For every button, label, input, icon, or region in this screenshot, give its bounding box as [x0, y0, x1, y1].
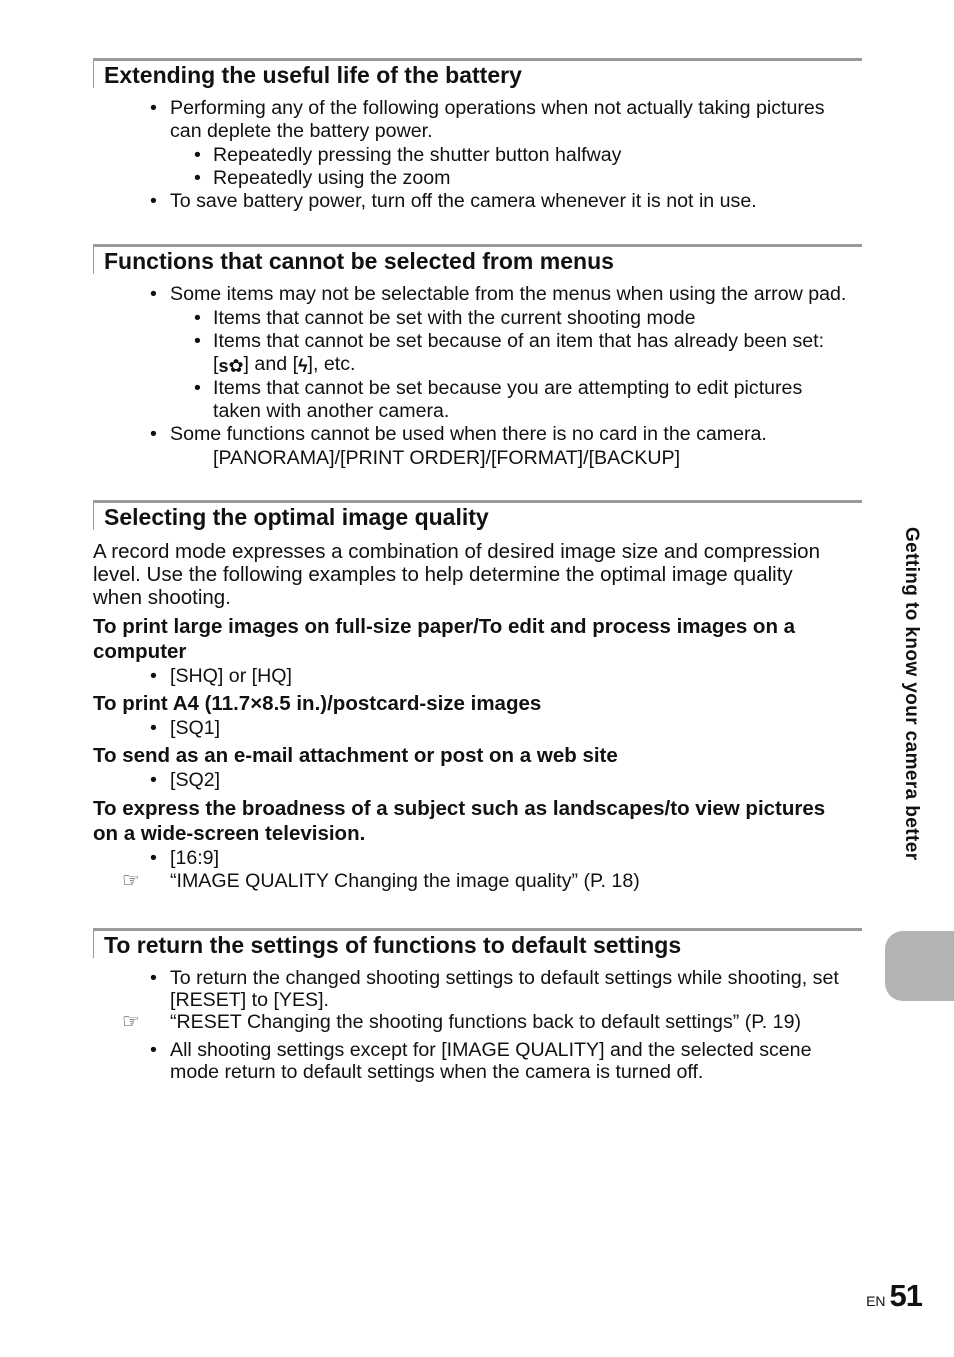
bullet: • — [150, 283, 157, 305]
body-line: All shooting settings except for [IMAGE QUALITY] and the selected scene — [170, 1039, 812, 1061]
body-line: [SQ2] — [170, 769, 221, 791]
subheading: To print large images on full-size paper/To edit and process images on a — [93, 615, 796, 638]
reference-icon: ☞ — [122, 1011, 140, 1033]
section-title: Extending the useful life of the battery — [104, 62, 522, 88]
bullet: • — [150, 847, 157, 869]
section-title: Functions that cannot be selected from menus — [104, 248, 614, 274]
bullet: • — [150, 665, 157, 687]
body-line: Items that cannot be set with the current shooting mode — [213, 307, 696, 329]
reference-icon: ☞ — [122, 870, 140, 892]
bullet: • — [150, 97, 157, 119]
chapter-side-label: Getting to know your camera better — [901, 527, 922, 861]
bullet: • — [194, 307, 201, 329]
flash-icon: ϟ — [298, 356, 308, 376]
reference-link[interactable]: “RESET Changing the shooting functions back to default settings” (P. 19) — [170, 1011, 801, 1033]
body-line: A record mode expresses a combination of desired image size and compression — [93, 540, 820, 563]
subheading: To print A4 (11.7×8.5 in.)/postcard-size images — [93, 692, 542, 715]
body-line: Some functions cannot be used when there is no card in the camera. — [170, 423, 767, 445]
body-line: Some items may not be selectable from the menus when using the arrow pad. — [170, 283, 847, 305]
bullet: • — [194, 377, 201, 399]
bullet: • — [150, 769, 157, 791]
bullet: • — [194, 167, 201, 189]
bullet: • — [194, 330, 201, 352]
macro-icon: s✿ — [218, 356, 244, 376]
body-line: [SQ1] — [170, 717, 221, 739]
subheading: on a wide-screen television. — [93, 822, 366, 845]
section-header-image-quality — [93, 500, 862, 530]
body-line: To return the changed shooting settings to default settings while shooting, set — [170, 967, 839, 989]
section-title: To return the settings of functions to default settings — [104, 932, 682, 958]
body-line: [RESET] to [YES]. — [170, 989, 329, 1011]
body-line: Items that cannot be set because you are attempting to edit pictures — [213, 377, 803, 399]
body-line: can deplete the battery power. — [170, 120, 433, 142]
section-header-menus — [93, 244, 862, 274]
body-line-with-icons — [213, 353, 355, 378]
text-etc: ], etc. — [307, 353, 356, 375]
bullet: • — [150, 967, 157, 989]
body-line: [16:9] — [170, 847, 220, 869]
bullet: • — [194, 144, 201, 166]
subheading: To express the broadness of a subject such as landscapes/to view pictures — [93, 797, 826, 820]
subheading: computer — [93, 640, 187, 663]
body-line: [SHQ] or [HQ] — [170, 665, 292, 687]
section-title: Selecting the optimal image quality — [104, 504, 489, 530]
body-line: mode return to default settings when the camera is turned off. — [170, 1061, 704, 1083]
bullet: • — [150, 423, 157, 445]
bullet: • — [150, 1039, 157, 1061]
body-line: Repeatedly using the zoom — [213, 167, 451, 189]
body-line: when shooting. — [93, 586, 231, 609]
reference-link[interactable]: “IMAGE QUALITY Changing the image quality” (P. 18) — [170, 870, 640, 892]
section-header-default-settings — [93, 928, 862, 958]
page-number — [866, 1278, 922, 1314]
body-line: Performing any of the following operations when not actually taking pictures — [170, 97, 825, 119]
body-line: taken with another camera. — [213, 400, 450, 422]
subheading: To send as an e-mail attachment or post on a web site — [93, 744, 618, 767]
open-bracket: [ — [213, 353, 219, 375]
section-header-battery — [93, 58, 862, 88]
body-line: level. Use the following examples to help determine the optimal image quality — [93, 563, 793, 586]
page-lang: EN — [866, 1293, 886, 1309]
body-line: Repeatedly pressing the shutter button halfway — [213, 144, 622, 166]
chapter-tab — [885, 931, 954, 1001]
bullet: • — [150, 717, 157, 739]
bullet: • — [150, 190, 157, 212]
body-line: Items that cannot be set because of an item that has already been set: — [213, 330, 825, 352]
page-number-value: 51 — [889, 1278, 922, 1313]
body-line: To save battery power, turn off the camera whenever it is not in use. — [170, 190, 757, 212]
body-line: [PANORAMA]/[PRINT ORDER]/[FORMAT]/[BACKUP] — [213, 447, 681, 469]
text-and: ] and [ — [243, 353, 299, 375]
